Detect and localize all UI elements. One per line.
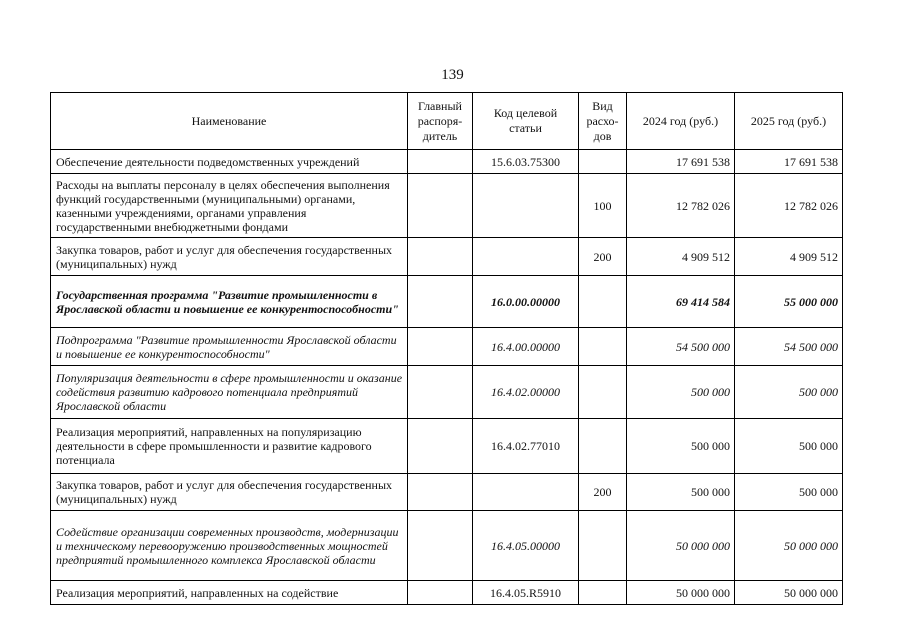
row-code: 16.4.02.77010 <box>473 419 579 474</box>
row-kind: 200 <box>579 238 627 276</box>
row-2024: 500 000 <box>627 419 735 474</box>
row-2025: 50 000 000 <box>735 511 843 581</box>
row-name: Закупка товаров, работ и услуг для обеспечения государственных (муниципальных) нужд <box>51 238 408 276</box>
table-row <box>51 174 843 238</box>
row-code: 16.4.02.00000 <box>473 366 579 419</box>
row-name: Расходы на выплаты персоналу в целях обеспечения выполнения функций государственными (муниципальными) органами, казенными учреждениями, органами управления государственными внебюджетными фондами <box>51 174 408 238</box>
row-2024: 4 909 512 <box>627 238 735 276</box>
header-name: Наименование <box>51 93 408 150</box>
row-grbs <box>408 150 473 174</box>
row-grbs <box>408 328 473 366</box>
table-row <box>51 511 843 581</box>
row-2025: 50 000 000 <box>735 581 843 605</box>
row-grbs <box>408 474 473 511</box>
header-kind: Вид расхо-дов <box>579 93 627 150</box>
row-2024: 50 000 000 <box>627 511 735 581</box>
row-code: 16.4.05.R5910 <box>473 581 579 605</box>
row-2024: 54 500 000 <box>627 328 735 366</box>
row-name: Обеспечение деятельности подведомственных учреждений <box>51 150 408 174</box>
row-code <box>473 474 579 511</box>
row-2025: 500 000 <box>735 419 843 474</box>
row-2024: 69 414 584 <box>627 276 735 328</box>
row-kind <box>579 419 627 474</box>
row-grbs <box>408 276 473 328</box>
table-row <box>51 581 843 605</box>
row-2024: 50 000 000 <box>627 581 735 605</box>
table-header-row <box>51 93 843 150</box>
row-kind: 200 <box>579 474 627 511</box>
table-row <box>51 276 843 328</box>
row-grbs <box>408 366 473 419</box>
row-2024: 500 000 <box>627 366 735 419</box>
row-grbs <box>408 174 473 238</box>
row-code <box>473 174 579 238</box>
row-name: Подпрограмма "Развитие промышленности Ярославской области и повышение ее конкурентоспособности" <box>51 328 408 366</box>
row-name: Содействие организации современных производств, модернизации и техническому перевооружению производственных мощностей предприятий промышленного комплекса Ярославской области <box>51 511 408 581</box>
row-kind <box>579 366 627 419</box>
row-2024: 17 691 538 <box>627 150 735 174</box>
row-2025: 4 909 512 <box>735 238 843 276</box>
budget-table <box>50 92 843 605</box>
row-code: 16.0.00.00000 <box>473 276 579 328</box>
table-row <box>51 328 843 366</box>
header-grbs: Главный распоря-дитель <box>408 93 473 150</box>
row-kind <box>579 511 627 581</box>
header-2024: 2024 год (руб.) <box>627 93 735 150</box>
row-grbs <box>408 238 473 276</box>
row-name: Государственная программа "Развитие промышленности в Ярославской области и повышение ее конкурентоспособности" <box>51 276 408 328</box>
table-row <box>51 474 843 511</box>
row-2025: 12 782 026 <box>735 174 843 238</box>
row-grbs <box>408 511 473 581</box>
row-2025: 55 000 000 <box>735 276 843 328</box>
row-kind <box>579 276 627 328</box>
row-grbs <box>408 581 473 605</box>
page-number: 139 <box>441 67 464 83</box>
table-row <box>51 419 843 474</box>
row-code <box>473 238 579 276</box>
header-2025: 2025 год (руб.) <box>735 93 843 150</box>
row-kind <box>579 581 627 605</box>
row-name: Реализация мероприятий, направленных на популяризацию деятельности в сфере промышленности и развитие кадрового потенциала <box>51 419 408 474</box>
row-2025: 54 500 000 <box>735 328 843 366</box>
table-row <box>51 238 843 276</box>
row-name: Популяризация деятельности в сфере промышленности и оказание содействия развитию кадрового потенциала предприятий Ярославской области <box>51 366 408 419</box>
row-grbs <box>408 419 473 474</box>
row-2024: 500 000 <box>627 474 735 511</box>
row-name: Закупка товаров, работ и услуг для обеспечения государственных (муниципальных) нужд <box>51 474 408 511</box>
row-2025: 500 000 <box>735 366 843 419</box>
row-code: 16.4.00.00000 <box>473 328 579 366</box>
row-2024: 12 782 026 <box>627 174 735 238</box>
row-2025: 500 000 <box>735 474 843 511</box>
row-2025: 17 691 538 <box>735 150 843 174</box>
row-code: 16.4.05.00000 <box>473 511 579 581</box>
row-name: Реализация мероприятий, направленных на содействие <box>51 581 408 605</box>
row-kind: 100 <box>579 174 627 238</box>
row-kind <box>579 150 627 174</box>
table-row <box>51 150 843 174</box>
row-code: 15.6.03.75300 <box>473 150 579 174</box>
table-row <box>51 366 843 419</box>
header-code: Код целевой статьи <box>473 93 579 150</box>
row-kind <box>579 328 627 366</box>
